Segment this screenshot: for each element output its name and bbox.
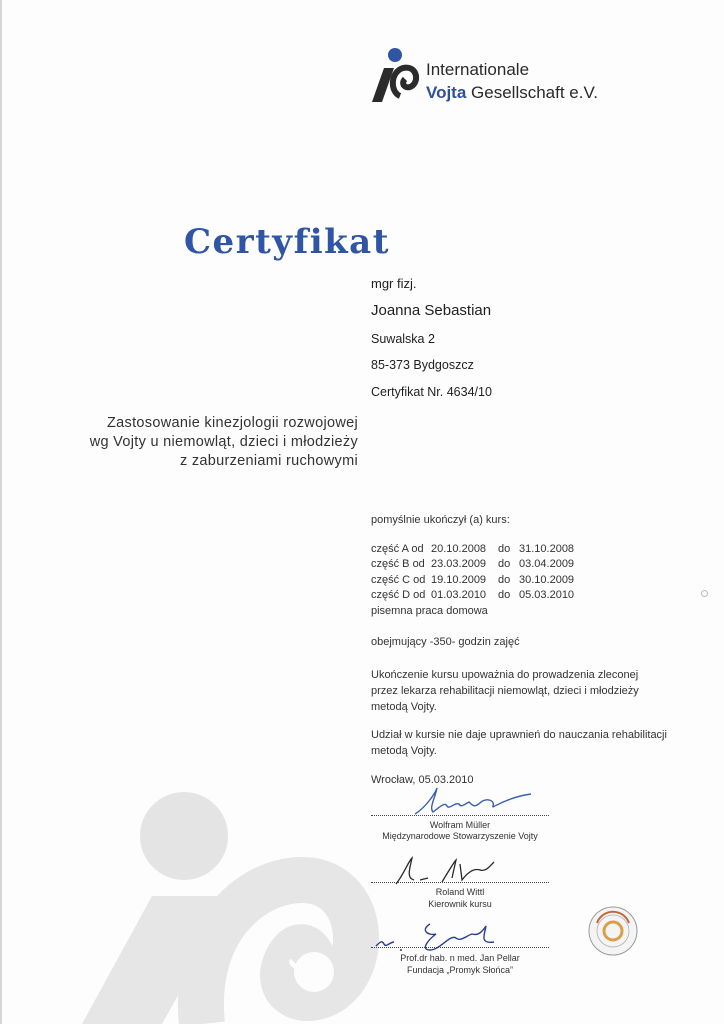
signatory-role: Fundacja „Promyk Słońca”: [406, 965, 514, 975]
part-do: do: [498, 542, 511, 555]
signature-pellar: [370, 920, 510, 956]
course-title-line2: wg Vojty u niemowląt, dzieci i młodzieży: [89, 434, 358, 450]
recipient-street: Suwalska 2: [371, 332, 435, 346]
place-date: Wrocław, 05.03.2010: [371, 774, 474, 786]
signature-line: [371, 815, 549, 816]
part-do: do: [498, 589, 511, 602]
promyk-slonca-stamp: [587, 905, 639, 957]
authorization-text: [371, 667, 639, 715]
authorization-line1: Ukończenie kursu upoważnia do prowadzenia zleconej: [371, 669, 639, 681]
course-part-row: [371, 541, 589, 557]
hours-text: obejmujący -350- godzin zajęć: [371, 636, 520, 648]
note-line2: metodą Vojty.: [371, 745, 437, 757]
signatory-role: Międzynarodowe Stowarzyszenie Vojty: [382, 831, 538, 841]
note-text: [371, 727, 667, 759]
part-label: część D od: [371, 589, 426, 602]
org-name-vojta: Vojta: [426, 83, 467, 102]
signatory-name: Roland Wittl: [435, 887, 485, 897]
part-do: do: [498, 558, 511, 571]
org-name-line1: Internationale: [426, 60, 530, 79]
signature-line: [371, 882, 549, 883]
part-to: 31.10.2008: [519, 542, 575, 555]
part-to: 30.10.2009: [519, 573, 575, 586]
homework-row: [371, 603, 589, 619]
course-title: [90, 414, 358, 471]
part-from: 01.03.2010: [431, 589, 487, 602]
course-parts: [371, 541, 589, 619]
part-label: część C od: [371, 573, 426, 586]
recipient-degree: mgr fizj.: [371, 276, 417, 291]
org-name-rest: Gesellschaft e.V.: [466, 83, 598, 102]
certificate-number: Certyfikat Nr. 4634/10: [371, 385, 492, 399]
part-to: 05.03.2010: [519, 589, 575, 602]
vojta-logo-icon: [370, 46, 420, 104]
signatory-role: Kierownik kursu: [428, 899, 492, 909]
course-part-row: [371, 588, 589, 604]
paper-mark: [701, 590, 708, 597]
part-to: 03.04.2009: [519, 558, 575, 571]
part-label: część B od: [371, 558, 425, 571]
part-from: 20.10.2008: [431, 542, 487, 555]
part-label: część A od: [371, 542, 424, 555]
signatory-name: Wolfram Müller: [429, 820, 491, 830]
authorization-line2: przez lekarza rehabilitacji niemowląt, dzieci i młodzieży: [371, 685, 639, 697]
part-from: 19.10.2009: [431, 573, 487, 586]
recipient-city: 85-373 Bydgoszcz: [371, 358, 474, 372]
authorization-line3: metodą Vojty.: [371, 701, 437, 713]
signatory-name: Prof.dr hab. n med. Jan Pellar: [400, 953, 520, 963]
homework-text: pisemna praca domowa: [371, 604, 488, 617]
part-from: 23.03.2009: [431, 558, 487, 571]
certificate-title: Certyfikat: [184, 222, 390, 262]
part-do: do: [498, 573, 511, 586]
course-title-line1: Zastosowanie kinezjologii rozwojowej: [107, 415, 358, 431]
org-name-line2: [426, 83, 598, 103]
completion-text: pomyślnie ukończył (a) kurs:: [371, 514, 510, 526]
course-title-line3: z zaburzeniami ruchowymi: [179, 453, 358, 469]
watermark-logo: [2, 0, 724, 1024]
signature-line: [371, 947, 549, 948]
course-part-row: [371, 572, 589, 588]
note-line1: Udział w kursie nie daje uprawnień do nauczania rehabilitacji: [371, 729, 667, 741]
recipient-name: Joanna Sebastian: [371, 302, 492, 319]
course-part-row: [371, 557, 589, 573]
